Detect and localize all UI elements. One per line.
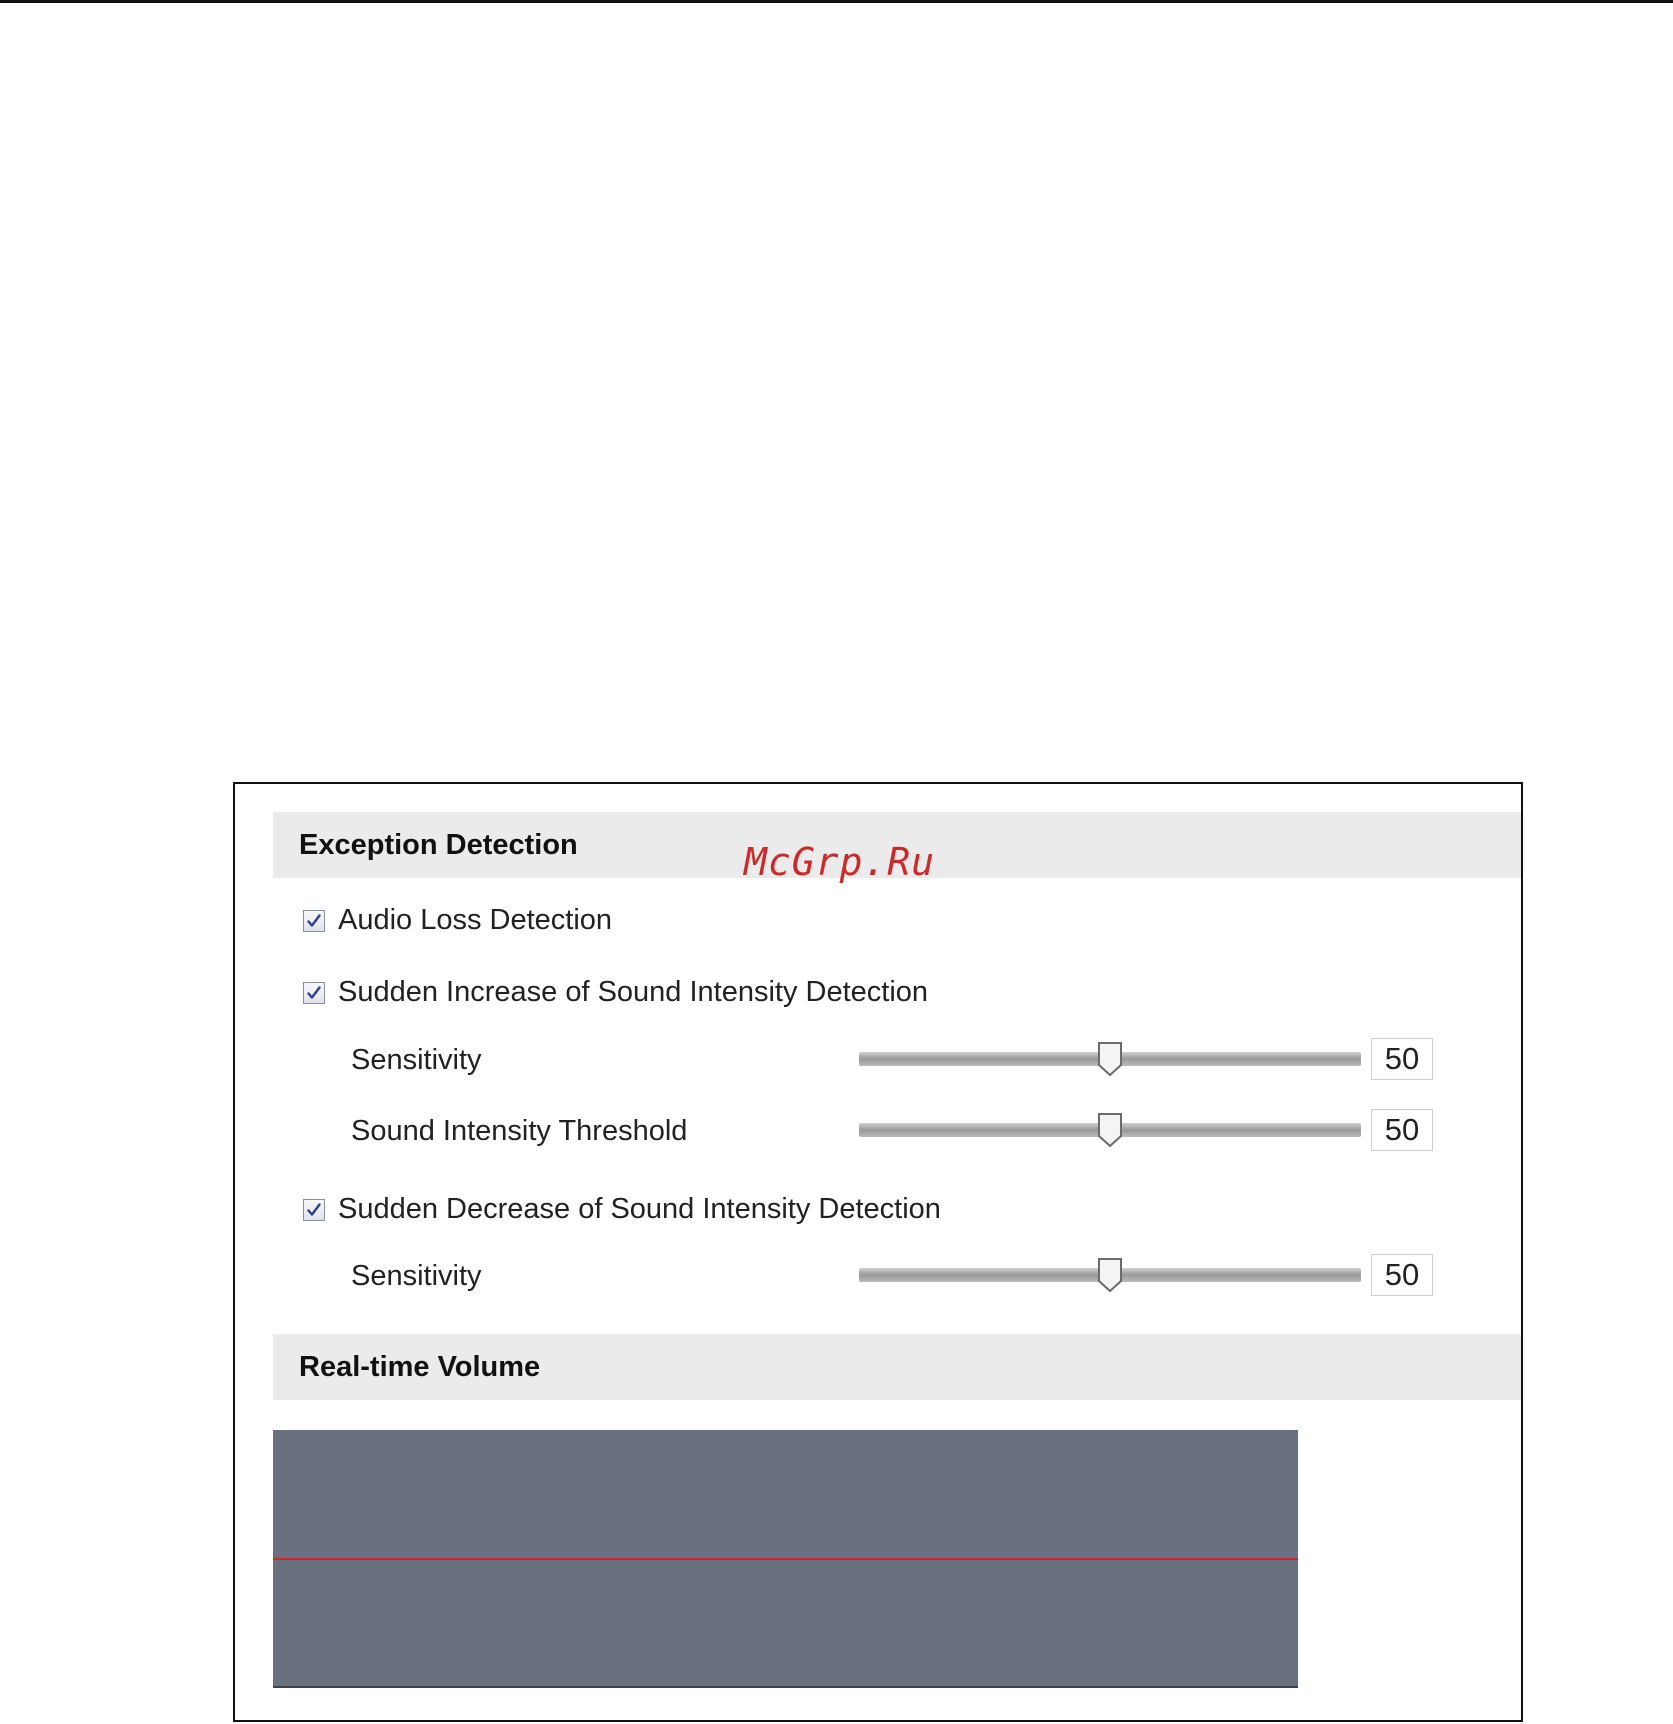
- sudden-increase-checkbox[interactable]: [303, 982, 325, 1004]
- checkmark-icon: [306, 1202, 322, 1218]
- sensitivity-label: Sensitivity: [351, 1044, 482, 1076]
- threshold-label: Sound Intensity Threshold: [351, 1115, 688, 1147]
- sensitivity-slider[interactable]: [859, 1268, 1361, 1282]
- audio-exception-panel: [233, 782, 1523, 1722]
- audio-loss-detection-row[interactable]: [303, 904, 612, 937]
- watermark: McGrp.Ru: [744, 840, 936, 884]
- section-title: Real-time Volume: [299, 1350, 541, 1383]
- sudden-increase-label: Sudden Increase of Sound Intensity Detection: [338, 976, 929, 1008]
- sudden-decrease-label: Sudden Decrease of Sound Intensity Detection: [338, 1193, 941, 1225]
- slider-thumb[interactable]: [1097, 1257, 1123, 1293]
- sudden-decrease-row[interactable]: [303, 1193, 941, 1226]
- top-rule: [0, 0, 1673, 3]
- sudden-decrease-checkbox[interactable]: [303, 1199, 325, 1221]
- sensitivity-slider[interactable]: [859, 1052, 1361, 1066]
- sensitivity-value[interactable]: 50: [1371, 1038, 1433, 1080]
- slider-thumb[interactable]: [1097, 1041, 1123, 1077]
- checkmark-icon: [306, 985, 322, 1001]
- slider-thumb[interactable]: [1097, 1112, 1123, 1148]
- audio-loss-checkbox[interactable]: [303, 910, 325, 932]
- section-header-realtime-volume: [273, 1334, 1523, 1400]
- section-title: Exception Detection: [299, 828, 578, 861]
- sensitivity-value[interactable]: 50: [1371, 1254, 1433, 1296]
- threshold-slider[interactable]: [859, 1123, 1361, 1137]
- threshold-line: [273, 1558, 1298, 1560]
- checkmark-icon: [306, 913, 322, 929]
- sensitivity-label: Sensitivity: [351, 1260, 482, 1292]
- realtime-volume-meter: [273, 1430, 1298, 1688]
- audio-loss-label: Audio Loss Detection: [338, 904, 613, 936]
- threshold-value[interactable]: 50: [1371, 1109, 1433, 1151]
- sudden-decrease-sensitivity-row: [351, 1254, 1420, 1298]
- sudden-increase-sensitivity-row: [351, 1038, 1420, 1082]
- sudden-increase-row[interactable]: [303, 976, 928, 1009]
- sound-intensity-threshold-row: [351, 1109, 1420, 1153]
